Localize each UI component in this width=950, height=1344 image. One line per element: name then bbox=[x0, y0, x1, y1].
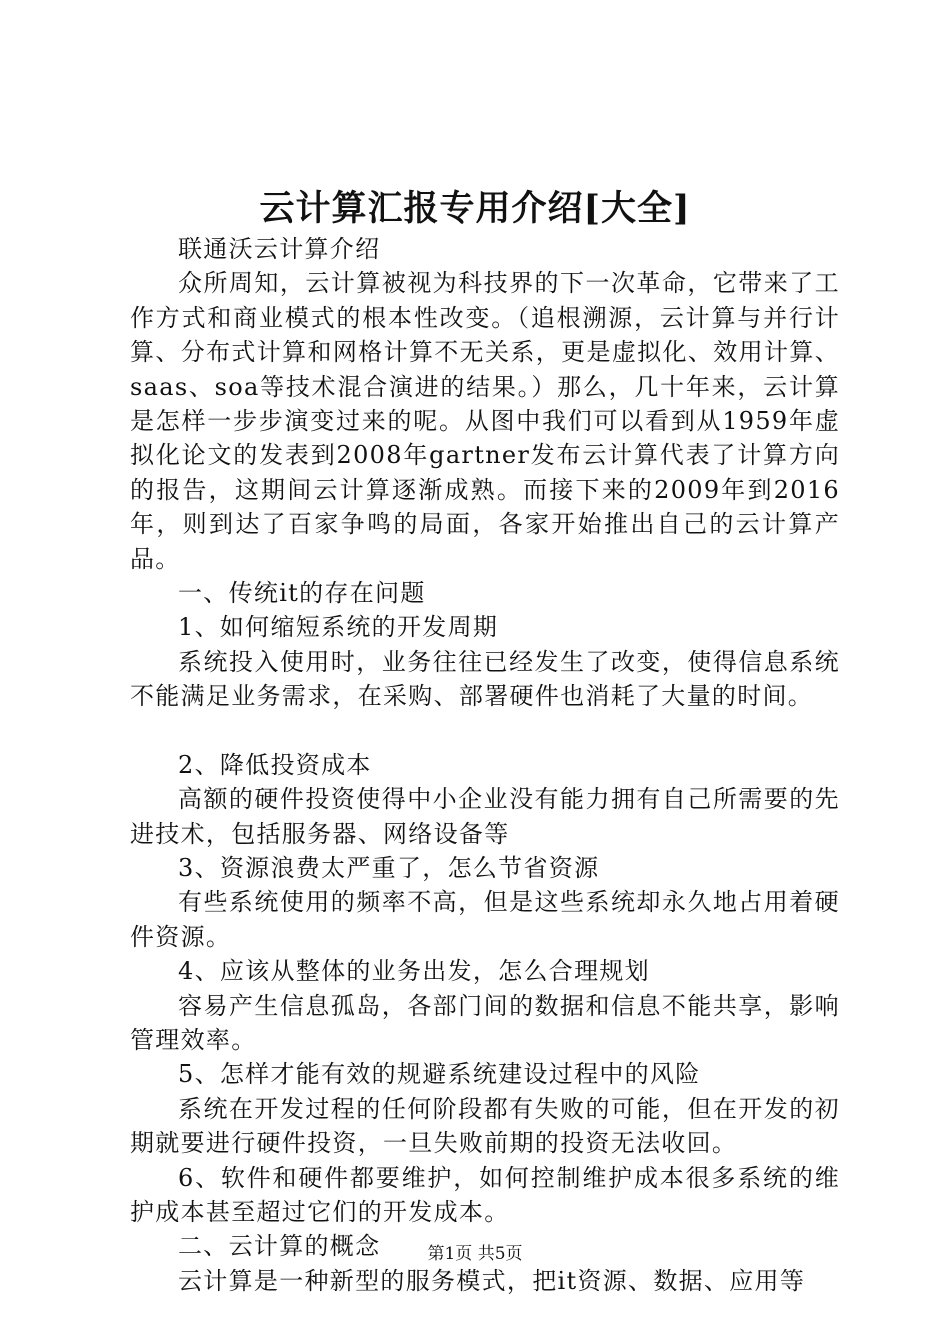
page-footer: 第1页 共5页 bbox=[427, 1244, 523, 1264]
item-heading-5: 5、怎样才能有效的规避系统建设过程中的风险 bbox=[178, 1060, 701, 1089]
paragraph-intro: 众所周知，云计算被视为科技界的下一次革命，它带来了工作方式和商业模式的根本性改变。（追根溯源，云计算与并行计算、分布式计算和网格计算不无关系，更是虚拟化、效用计算、saas、soa等技术混合演进的结果。）那么，几十年来，云计算是怎样一步步演变过来的呢。从图中我们可以看到从1959年虚拟化论文的发表到2008年gartner发布云计算代表了计算方向的报告，这期间云计算逐渐成熟。而接下来的2009年到2016年，则到达了百家争鸣的局面，各家开始推出自己的云计算产品。 bbox=[130, 269, 840, 573]
item-heading-2: 2、降低投资成本 bbox=[178, 750, 372, 779]
section-heading-1: 一、传统it的存在问题 bbox=[178, 579, 426, 608]
item-text-4: 容易产生信息孤岛，各部门间的数据和信息不能共享，影响管理效率。 bbox=[130, 991, 840, 1054]
paragraph-cloud-concept: 云计算是一种新型的服务模式，把it资源、数据、应用等 bbox=[178, 1266, 806, 1295]
item-text-5: 系统在开发过程的任何阶段都有失败的可能，但在开发的初期就要进行硬件投资，一旦失败前期的投资无法收回。 bbox=[130, 1094, 840, 1158]
document-body bbox=[130, 232, 840, 1298]
item-heading-3: 3、资源浪费太严重了，怎么节省资源 bbox=[178, 853, 600, 882]
item-text-2: 高额的硬件投资使得中小企业没有能力拥有自己所需要的先进技术，包括服务器、网络设备等 bbox=[130, 785, 840, 848]
section-heading-2: 二、云计算的概念 bbox=[178, 1232, 381, 1261]
item-text-6: 6、软件和硬件都要维护，如何控制维护成本很多系统的维护成本甚至超过它们的开发成本。 bbox=[130, 1163, 840, 1226]
document-title: 云计算汇报专用介绍[大全] bbox=[259, 188, 691, 229]
item-text-3: 有些系统使用的频率不高，但是这些系统却永久地占用着硬件资源。 bbox=[130, 888, 840, 951]
item-text-1: 系统投入使用时，业务往往已经发生了改变，使得信息系统不能满足业务需求，在采购、部署硬件也消耗了大量的时间。 bbox=[130, 647, 840, 711]
item-heading-1: 1、如何缩短系统的开发周期 bbox=[178, 613, 499, 642]
item-heading-4: 4、应该从整体的业务出发，怎么合理规划 bbox=[178, 957, 650, 986]
paragraph-subtitle: 联通沃云计算介绍 bbox=[178, 235, 381, 263]
